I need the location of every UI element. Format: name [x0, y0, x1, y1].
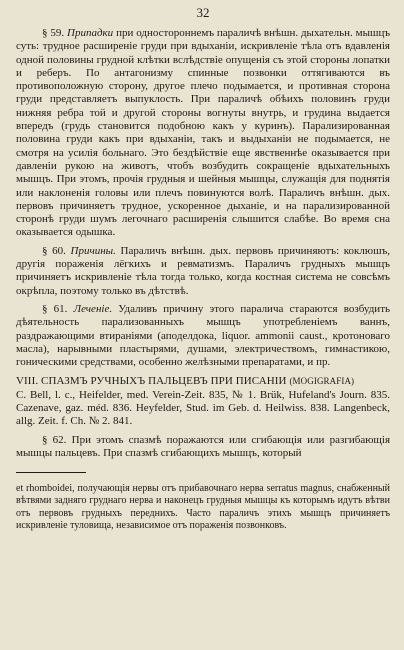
references: C. Bell, l. c., Heifelder, med. Verein-Zeit. 835, № 1. Brük, Hufeland's Journ. 835. Cazenave, gaz. méd. 836. Heyfelder, Stud. im Geb. d. Heilwiss. 838. Langenbeck, allg. Zeit. f. Ch. № 2. 841.	[16, 388, 390, 428]
paragraph-61	[16, 303, 390, 369]
paragraph-text: Удаливъ причину этого паралича стараются возбудить дѣятельность парализованныхъ мышцъ употребленіемъ ваннъ, раздражающими втираніями (аподелдока, liquor. ammonii caust., кротоноваго масла), нарывными пластырями, душами, электричествомъ, гимнастикою, гоническими средствами, особенно желѣзными препаратами, и пр.	[16, 302, 391, 369]
paragraph-text: При этомъ спазмѣ поражаются или сгибающія или разгибающія мышцы пальцевъ. При спазмѣ сгибающихъ мышцъ, который	[16, 433, 391, 459]
section-number: § 59.	[42, 27, 65, 39]
chapter-heading	[16, 375, 390, 388]
page-number: 32	[196, 5, 210, 20]
paragraph-59	[16, 27, 390, 240]
section-number: § 60.	[42, 244, 66, 257]
section-number: § 62.	[42, 433, 67, 446]
paragraph-60	[16, 245, 390, 298]
section-title: Причины.	[70, 244, 116, 257]
section-number: § 61.	[42, 302, 68, 315]
footnote-divider	[16, 472, 86, 473]
chapter-heading-main: VIII. СПАЗМЪ РУЧНЫХЪ ПАЛЬЦЕВЪ ПРИ ПИСАНІИ	[16, 375, 287, 388]
paragraph-62	[16, 434, 390, 461]
section-title: Припадки	[67, 27, 114, 39]
chapter-heading-latin: (MOGIGRAFIA)	[289, 376, 355, 387]
paragraph-text: при одностороннемъ параличѣ внѣшн. дыхательн. мышцъ суть: трудное расширеніе груди при вдыханіи, искривленіе тѣла отъ вдавленія одной половины грудной клѣтки вслѣдствіе опущенія съ этой стороны лопатки и реберъ. По антагонизму спинные позвонки оттягиваются въ противоположную сторону, другое плечо подымается, и противная сторона груди представляетъ выпуклость. При параличѣ обѣихъ половинъ груди нижняя ребра той и другой стороны вогнуты внутрь, и грудина выдается впередъ (грудь становится подобною какъ у куринъ). Парализированная половина груди какъ при вдыханіи, такъ и выдыханіи не подымается, не смотря на усилія больнаго. Это бездѣйствіе еще явственнѣе оказывается при давленіи рукою на животъ, чтобъ возбудить сокращеніе вдыхательныхъ мышцъ. При этомъ, прочія грудныя и шейныя мышцы, служащія для поднятія или наклоненія головы или плечъ повинуются волѣ. Параличъ внѣшн. дых. первовъ причиняетъ трудное, ускоренное дыханіе, и на парализированной сторонѣ груди шумъ легочнаго расширенія слышится слабѣе. Во время сна оказывается одышка.	[16, 27, 391, 239]
footnote: et rhomboidei, получающія нервы отъ прибавочнаго нерва serratus magnus, снабженный вѣтвями задняго груднаго нерва и наконецъ грудныя мышцы къ которымъ идутъ вѣтви отъ первовъ грудныхъ переднихъ. Часто параличъ этихъ мышцъ причиняетъ искривленіе туловища, независимое отъ пораженія позвонковъ.	[16, 483, 390, 531]
paragraph-text: Параличъ внѣшн. дых. первовъ причиняютъ: коклюшъ, другія пораженія лёгкихъ и ревматизмъ. Параличъ грудныхъ мышцъ причиняетъ искривленіе тѣла тогда только, когда костная система не совсѣмъ окрѣпла, поэтому только въ дѣтствѣ.	[16, 244, 391, 297]
section-title: Леченіе.	[73, 302, 113, 315]
